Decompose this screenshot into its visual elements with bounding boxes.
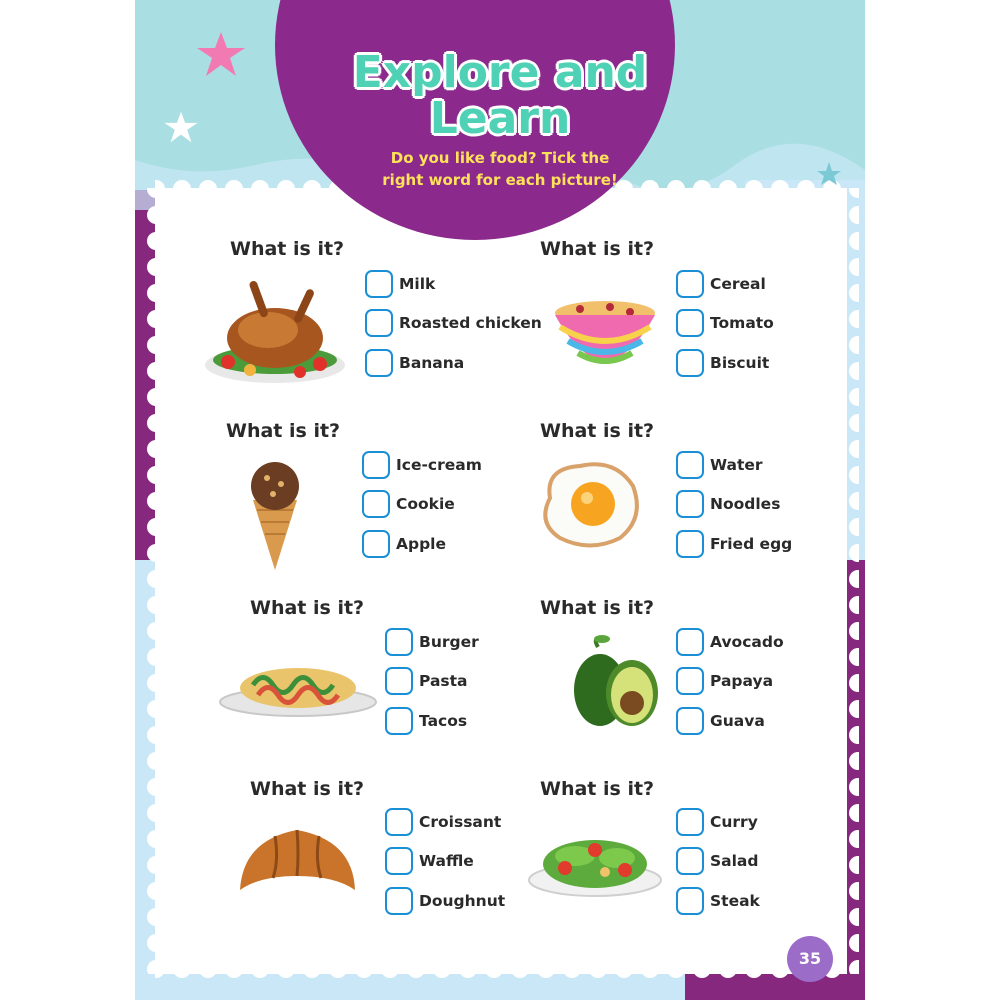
checkbox[interactable] [676, 887, 704, 915]
avocado-icon [570, 635, 665, 730]
checkbox[interactable] [365, 309, 393, 337]
question-2-option-3[interactable] [676, 347, 769, 379]
checkbox[interactable] [676, 628, 704, 656]
option-label: Doughnut [419, 892, 506, 910]
option-label: Milk [399, 275, 436, 293]
option-label: Fried egg [710, 535, 793, 553]
question-4-option-2[interactable] [676, 488, 780, 520]
question-5-option-1[interactable] [385, 626, 479, 658]
page-number: 35 [787, 936, 833, 982]
option-label: Pasta [419, 672, 468, 690]
checkbox[interactable] [676, 667, 704, 695]
question-7-option-2[interactable] [385, 845, 474, 877]
question-3-prompt: What is it? [226, 420, 341, 442]
question-5-option-2[interactable] [385, 665, 468, 697]
option-label: Cookie [396, 495, 455, 513]
question-2-option-2[interactable] [676, 307, 774, 339]
checkbox[interactable] [385, 808, 413, 836]
checkbox[interactable] [676, 451, 704, 479]
checkbox[interactable] [362, 530, 390, 558]
question-2-prompt: What is it? [540, 238, 655, 260]
question-1-option-1[interactable] [365, 268, 435, 300]
title-line-2: Learn [429, 93, 571, 144]
question-6-prompt: What is it? [540, 597, 655, 619]
checkbox[interactable] [385, 667, 413, 695]
question-6-option-2[interactable] [676, 665, 773, 697]
question-1-prompt: What is it? [230, 238, 345, 260]
checkbox[interactable] [676, 490, 704, 518]
croissant-icon [235, 820, 360, 898]
option-label: Cereal [710, 275, 766, 293]
option-label: Noodles [710, 495, 781, 513]
checkbox[interactable] [365, 349, 393, 377]
checkbox[interactable] [362, 490, 390, 518]
question-2-option-1[interactable] [676, 268, 766, 300]
subtitle-line-2: right word for each picture! [382, 171, 618, 189]
question-8-option-3[interactable] [676, 885, 760, 917]
salad-plate-icon [525, 820, 665, 900]
title-line-1: Explore and [352, 47, 648, 98]
checkbox[interactable] [385, 887, 413, 915]
question-6-option-3[interactable] [676, 705, 765, 737]
checkbox[interactable] [676, 270, 704, 298]
cereal-bowl-icon [550, 295, 660, 375]
question-4-prompt: What is it? [540, 420, 655, 442]
option-label: Burger [419, 633, 479, 651]
option-label: Water [710, 456, 763, 474]
option-label: Waffle [419, 852, 474, 870]
question-1-option-3[interactable] [365, 347, 464, 379]
option-label: Banana [399, 354, 465, 372]
option-label: Curry [710, 813, 758, 831]
option-label: Salad [710, 852, 759, 870]
option-label: Roasted chicken [399, 314, 542, 332]
question-6-option-1[interactable] [676, 626, 784, 658]
checkbox[interactable] [365, 270, 393, 298]
option-label: Tomato [710, 314, 774, 332]
question-8-option-1[interactable] [676, 806, 758, 838]
option-label: Ice-cream [396, 456, 482, 474]
question-5-prompt: What is it? [250, 597, 365, 619]
question-1-option-2[interactable] [365, 307, 542, 339]
question-3-option-3[interactable] [362, 528, 446, 560]
checkbox[interactable] [676, 808, 704, 836]
option-label: Papaya [710, 672, 774, 690]
question-7-option-3[interactable] [385, 885, 505, 917]
question-8-prompt: What is it? [540, 778, 655, 800]
white-star-icon [163, 110, 199, 144]
pink-star-icon [195, 30, 247, 78]
checkbox[interactable] [385, 707, 413, 735]
option-label: Croissant [419, 813, 502, 831]
option-label: Tacos [419, 712, 468, 730]
ice-cream-cone-icon [245, 458, 305, 573]
checkbox[interactable] [385, 847, 413, 875]
pasta-plate-icon [218, 650, 378, 720]
option-label: Steak [710, 892, 760, 910]
roasted-chicken-icon [200, 270, 350, 390]
checkbox[interactable] [676, 309, 704, 337]
small-star-icon [815, 160, 843, 188]
checkbox[interactable] [676, 349, 704, 377]
checkbox[interactable] [362, 451, 390, 479]
subtitle-line-1: Do you like food? Tick the [390, 149, 610, 167]
question-4-option-1[interactable] [676, 449, 763, 481]
question-3-option-1[interactable] [362, 449, 482, 481]
checkbox[interactable] [676, 707, 704, 735]
fried-egg-icon [535, 458, 645, 550]
option-label: Avocado [710, 633, 784, 651]
option-label: Biscuit [710, 354, 770, 372]
question-3-option-2[interactable] [362, 488, 455, 520]
question-5-option-3[interactable] [385, 705, 467, 737]
question-7-option-1[interactable] [385, 806, 501, 838]
checkbox[interactable] [385, 628, 413, 656]
checkbox[interactable] [676, 847, 704, 875]
page-subtitle [135, 147, 865, 191]
question-8-option-2[interactable] [676, 845, 759, 877]
question-4-option-3[interactable] [676, 528, 792, 560]
question-7-prompt: What is it? [250, 778, 365, 800]
option-label: Guava [710, 712, 765, 730]
option-label: Apple [396, 535, 447, 553]
checkbox[interactable] [676, 530, 704, 558]
